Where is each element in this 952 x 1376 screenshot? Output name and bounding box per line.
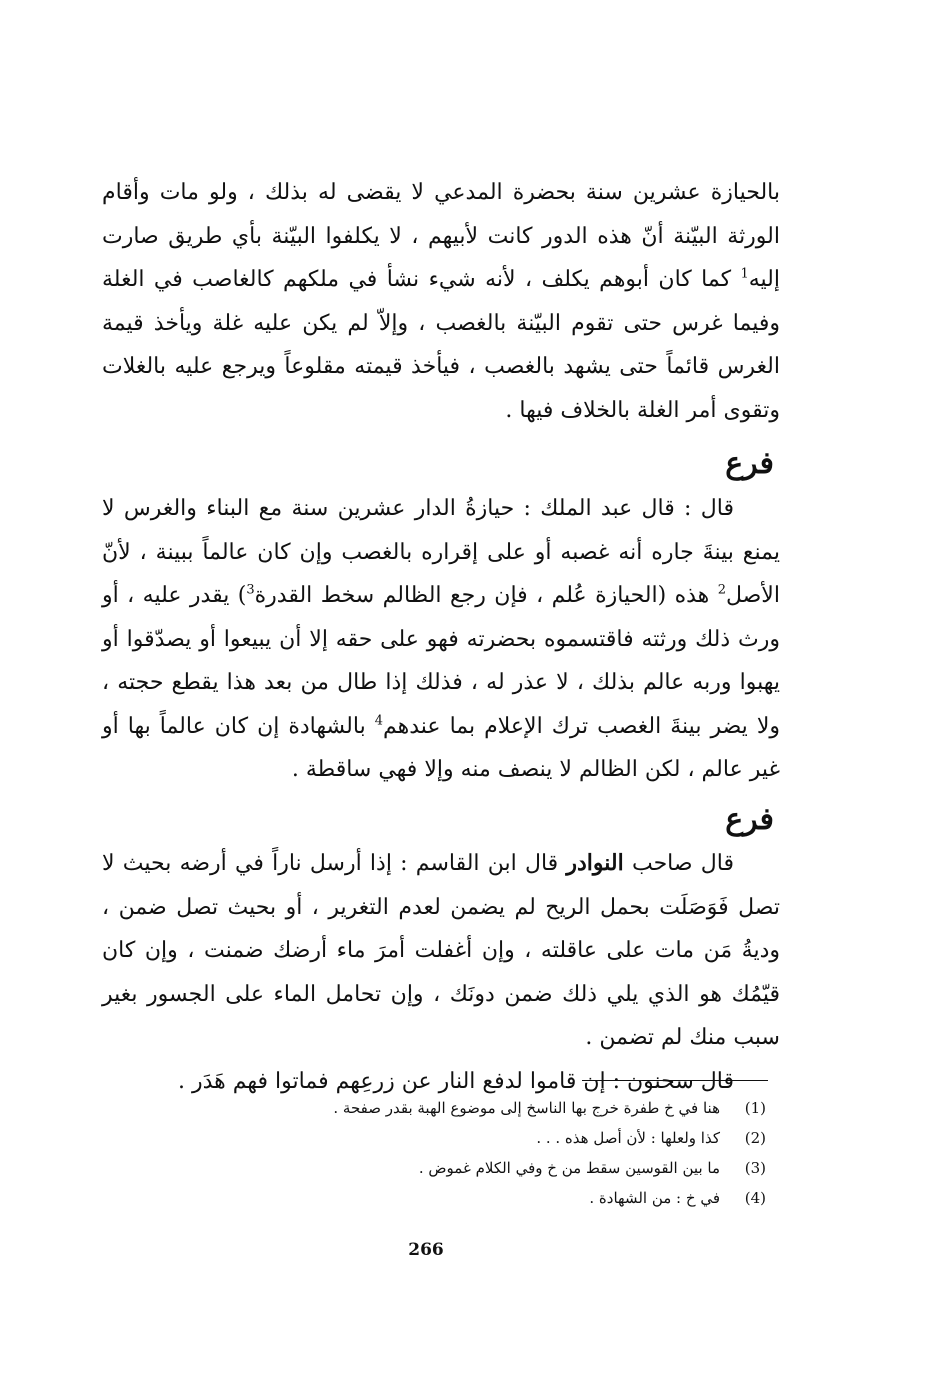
footnote-text: هنا في خ طفرة خرج بها الناسخ إلى موضوع الهبة بقدر صفحة .: [333, 1099, 720, 1117]
footnotes: [206, 1093, 766, 1213]
footnote-1: [206, 1093, 766, 1123]
paragraph-2-text-b: هذه (الحيازة عُلم ، فإن رجع الظالم سخط القدرة: [254, 583, 718, 608]
paragraph-3: [102, 842, 780, 1103]
paragraph-1: [102, 171, 780, 432]
paragraph-1-text-b: كما كان أبوهم يكلف ، لأنه شيء نشأ في ملكهم كالغاصب في الغلة وفيما غرس حتى تقوم البيّنة بالغصب ، وإلاّ لم يكن عليه غلة ويأخذ قيمة الغرس قائماً حتى يشهد بالغصب ، فيأخذ قيمته مقلوعاً ويرجع عليه بالغلات وتقوى أمر الغلة بالخلاف فيها .: [102, 267, 780, 423]
footnote-ref-2: 2: [717, 582, 726, 598]
paragraph-3-text-b: قال ابن القاسم : إذا أرسل ناراً في أرضه بحيث لا تصل فَوَصَلَت بحمل الريح لم يضمن لعدم التغرير ، أو بحيث تصل ضمن ، وديةُ مَن مات على عاقلته ، وإن أغفلت أمرَ ماء أرضك ضمنت ، وإن كان قيّمُك هو الذي يلي ذلك ضمن دونَك ، وإن تحامل الماء على الجسور بغير سبب منك لم تضمن .: [102, 851, 780, 1050]
paragraph-2-text-a: قال : قال عبد الملك : حيازةُ الدار عشرين سنة مع البناء والغرس لا يمنع بينةَ جاره أنه غصبه أو على إقراره بالغصب وإن كان عالماً ببينة ، لأنّ الأصل: [102, 496, 780, 608]
footnote-number: (1): [744, 1099, 766, 1117]
book-title: النوادر: [566, 850, 624, 876]
footnote-text: ما بين القوسين سقط من خ وفي الكلام غموض .: [418, 1159, 720, 1177]
paragraph-2-text-d: بالشهادة إن كان عالماً بها أو غير عالم ، لكن الظالم لا ينصف منه وإلا فهي ساقطة .: [102, 713, 780, 782]
paragraph-1-text-a: بالحيازة عشرين سنة بحضرة المدعي لا يقضى له بذلك ، ولو مات وأقام الورثة البيّنة أنّ هذه الدور كانت لأبيهم ، لا يكلفوا البيّنة بأي طريق صارت إليه: [102, 180, 780, 292]
paragraph-4: قال سحنون : إن قاموا لدفع النار عن زرعِهم فماتوا فهم هَدَر .: [178, 1068, 734, 1094]
footnote-3: [206, 1153, 766, 1183]
paragraph-3-text-a: قال صاحب: [623, 851, 734, 876]
footnote-2: [206, 1123, 766, 1153]
page-number: 266: [408, 1240, 444, 1260]
paragraph-2-text-c: ) يقدر عليه ، أو ورث ذلك ورثته فاقتسموه بحضرته فهو على حقه إلا أن يبيعوا أو يصدّقوا أو يهبوا وربه عالم بذلك ، لا عذر له ، فذلك إذا طال من بعد هذا يقطع حجته ، ولا يضر بينةَ الغصب ترك الإعلام بما عندهم: [102, 583, 780, 739]
footnote-ref-1: 1: [740, 266, 749, 282]
footnote-ref-3: 3: [246, 582, 255, 598]
footnote-number: (2): [744, 1129, 766, 1147]
footnote-text: كذا ولعلها : لأن أصل هذه . . .: [536, 1129, 720, 1147]
footnote-number: (4): [744, 1189, 766, 1207]
paragraph-2: [102, 487, 780, 792]
section-heading-1: فرع: [725, 446, 774, 481]
footnote-text: في خ : من الشهادة .: [589, 1189, 720, 1207]
section-heading-2: فرع: [725, 802, 774, 837]
footnote-separator: [582, 1080, 768, 1081]
footnote-number: (3): [744, 1159, 766, 1177]
footnote-4: [206, 1183, 766, 1213]
footnote-ref-4: 4: [374, 713, 383, 729]
